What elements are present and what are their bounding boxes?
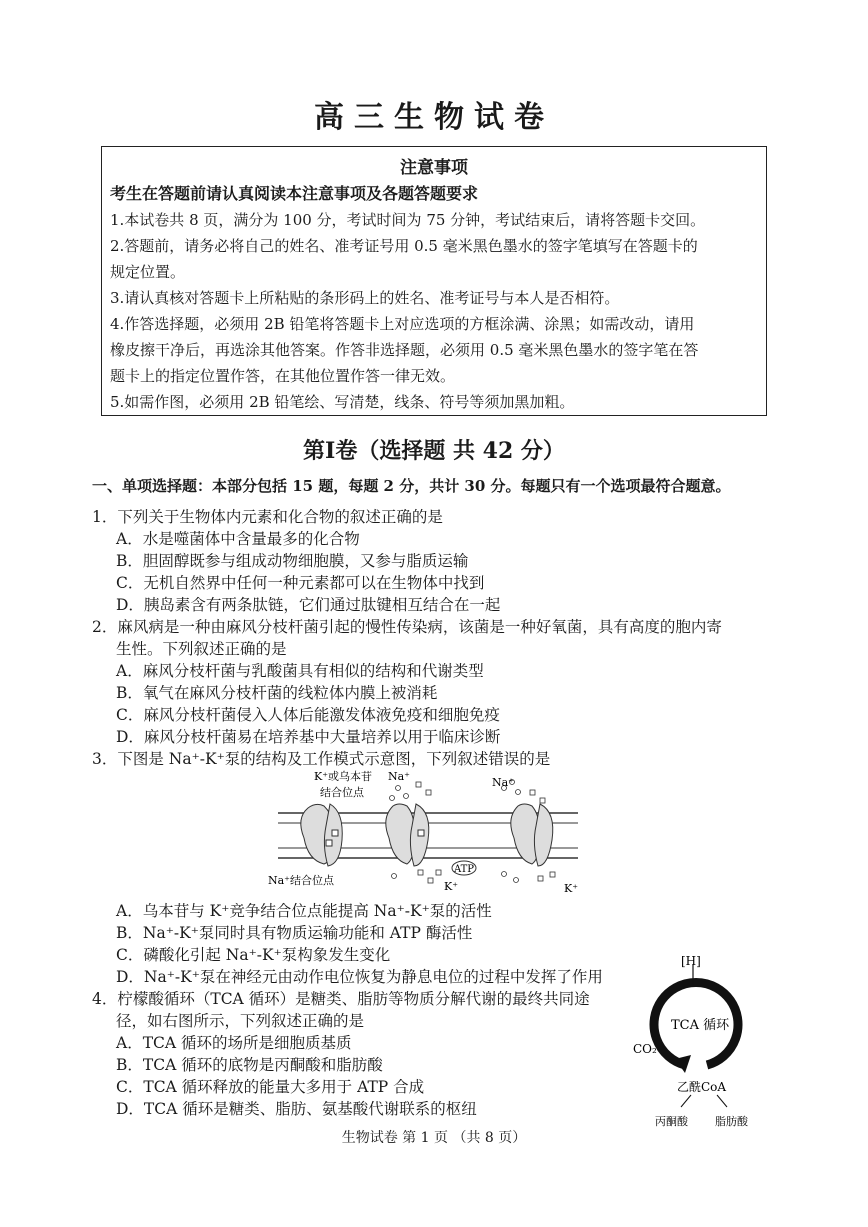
notice-item: 4.作答选择题，必须用 2B 铅笔将答题卡上对应选项的方框涂满、涂黑；如需改动，请用 (110, 315, 695, 333)
tca-cycle-label: TCA 循环 (671, 1018, 730, 1033)
pyruvate-label: 丙酮酸 (655, 1115, 688, 1128)
option-b: B．胆固醇既参与组成动物细胞膜，又参与脂质运输 (116, 552, 469, 570)
question-stem-cont: 生性。下列叙述正确的是 (116, 640, 287, 658)
page-title: 高三生物试卷 (314, 100, 554, 135)
question-2 (92, 616, 782, 748)
page-footer: 生物试卷 第 1 页 （共 8 页） (341, 1130, 527, 1146)
notice-item: 题卡上的指定位置作答，在其他位置作答一律无效。 (110, 367, 456, 385)
option-b: B．氧气在麻风分枝杆菌的线粒体内膜上被消耗 (116, 684, 438, 702)
option-b: B．TCA 循环的底物是丙酮酸和脂肪酸 (116, 1056, 383, 1074)
pump-2 (386, 804, 429, 866)
option-d: D．麻风分枝杆菌易在培养基中大量培养以用于临床诊断 (116, 728, 501, 746)
option-a: A．水是噬菌体中含量最多的化合物 (116, 530, 360, 548)
pump-1 (301, 804, 342, 866)
fatty-acid-label: 脂肪酸 (715, 1115, 748, 1128)
na-label-2: Na⁺ (492, 776, 514, 789)
notice-item: 1.本试卷共 8 页，满分为 100 分，考试时间为 75 分钟，考试结束后，请将答题卡交回。 (110, 211, 706, 229)
question-stem: 3．下图是 Na⁺-K⁺泵的结构及工作模式示意图，下列叙述错误的是 (92, 750, 551, 768)
question-3 (92, 748, 550, 770)
question-4 (92, 988, 642, 1120)
na-label-1: Na⁺ (388, 770, 410, 783)
part-title: 一、单项选择题：本部分包括 15 题，每题 2 分，共计 30 分。每题只有一个选项最符合题意。 (92, 477, 731, 495)
h-label: [H] (681, 955, 701, 968)
option-c: C．TCA 循环释放的能量大多用于 ATP 合成 (116, 1078, 425, 1096)
question-stem-cont: 径，如右图所示，下列叙述正确的是 (116, 1012, 365, 1030)
pump-3 (511, 804, 553, 866)
question-1 (92, 506, 500, 616)
notice-title: 注意事项 (400, 158, 468, 178)
option-b: B．Na⁺-K⁺泵同时具有物质运输功能和 ATP 酶活性 (116, 924, 473, 942)
co2-label: CO₂ (633, 1042, 657, 1056)
k-site-label-2: 结合位点 (320, 786, 364, 799)
na-k-pump-figure (268, 768, 588, 898)
option-d: D．胰岛素含有两条肽链，它们通过肽键相互结合在一起 (116, 596, 501, 614)
option-d: D．Na⁺-K⁺泵在神经元由动作电位恢复为静息电位的过程中发挥了作用 (116, 968, 603, 986)
notice-item: 2.答题前，请务必将自己的姓名、准考证号用 0.5 毫米黑色墨水的签字笔填写在答题卡的 (110, 237, 698, 255)
option-a: A．乌本苷与 K⁺竞争结合位点能提高 Na⁺-K⁺泵的活性 (116, 902, 492, 920)
notice-item: 橡皮擦干净后，再选涂其他答案。作答非选择题，必须用 0.5 毫米黑色墨水的签字笔在答 (110, 341, 699, 359)
option-c: C．麻风分枝杆菌侵入人体后能激发体液免疫和细胞免疫 (116, 706, 500, 724)
notice-item: 5.如需作图，必须用 2B 铅笔绘、写清楚，线条、符号等须加黑加粗。 (110, 393, 575, 411)
question-stem: 4．柠檬酸循环（TCA 循环）是糖类、脂肪等物质分解代谢的最终共同途 (92, 990, 590, 1008)
notice-subtitle: 考生在答题前请认真阅读本注意事项及各题答题要求 (110, 184, 479, 203)
notice-item: 规定位置。 (110, 263, 186, 281)
question-stem: 2．麻风病是一种由麻风分枝杆菌引起的慢性传染病，该菌是一种好氧菌，具有高度的胞内寄 (92, 618, 722, 636)
question-stem: 1．下列关于生物体内元素和化合物的叙述正确的是 (92, 508, 443, 526)
k-site-label: K⁺或乌本苷 (314, 770, 373, 783)
option-a: A．TCA 循环的场所是细胞质基质 (116, 1034, 352, 1052)
option-c: C．无机自然界中任何一种元素都可以在生物体中找到 (116, 574, 485, 592)
option-c: C．磷酸化引起 Na⁺-K⁺泵构象发生变化 (116, 946, 391, 964)
tca-cycle-figure (625, 955, 775, 1135)
notice-item: 3.请认真核对答题卡上所粘贴的条形码上的姓名、准考证号与本人是否相符。 (110, 289, 620, 307)
atp-label: ATP (453, 864, 475, 875)
notice-box (101, 146, 767, 416)
k-label-1: K⁺ (444, 880, 459, 893)
question-3-options (92, 900, 603, 988)
option-a: A．麻风分枝杆菌与乳酸菌具有相似的结构和代谢类型 (116, 662, 484, 680)
k-label-2: K⁺ (564, 882, 579, 895)
na-site-label: Na⁺结合位点 (268, 874, 334, 887)
acetyl-coa-label: 乙酰CoA (677, 1080, 727, 1094)
section-title: 第Ⅰ卷（选择题 共 42 分） (303, 438, 565, 464)
option-d: D．TCA 循环是糖类、脂肪、氨基酸代谢联系的枢纽 (116, 1100, 477, 1118)
